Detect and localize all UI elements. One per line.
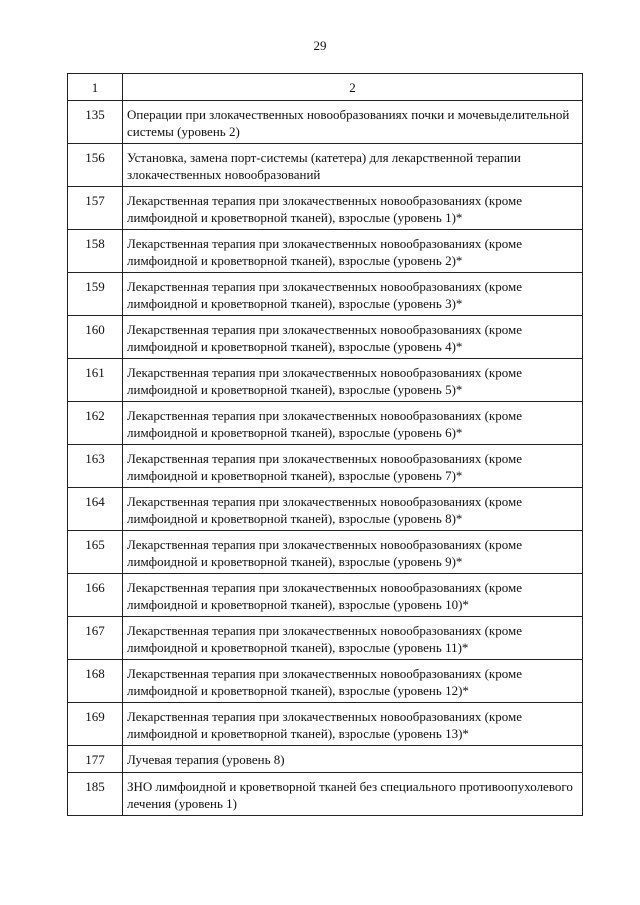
row-code: 135 xyxy=(68,101,123,144)
row-code: 166 xyxy=(68,574,123,617)
row-description: Лекарственная терапия при злокачественных новообразованиях (кроме лимфоидной и кроветворной тканей), взрослые (уровень 12)* xyxy=(123,660,583,703)
row-description: Лекарственная терапия при злокачественных новообразованиях (кроме лимфоидной и кроветворной тканей), взрослые (уровень 4)* xyxy=(123,316,583,359)
header-col-2: 2 xyxy=(123,74,583,101)
row-description: Лекарственная терапия при злокачественных новообразованиях (кроме лимфоидной и кроветворной тканей), взрослые (уровень 11)* xyxy=(123,617,583,660)
row-description: ЗНО лимфоидной и кроветворной тканей без специального противоопухолевого лечения (уровень 1) xyxy=(123,773,583,816)
row-code: 167 xyxy=(68,617,123,660)
row-description: Лекарственная терапия при злокачественных новообразованиях (кроме лимфоидной и кроветворной тканей), взрослые (уровень 8)* xyxy=(123,488,583,531)
row-code: 177 xyxy=(68,746,123,773)
table-row xyxy=(68,359,583,402)
row-code: 159 xyxy=(68,273,123,316)
row-code: 158 xyxy=(68,230,123,273)
row-description: Лекарственная терапия при злокачественных новообразованиях (кроме лимфоидной и кроветворной тканей), взрослые (уровень 10)* xyxy=(123,574,583,617)
table-row xyxy=(68,230,583,273)
table-row xyxy=(68,660,583,703)
table-row xyxy=(68,488,583,531)
row-description: Лекарственная терапия при злокачественных новообразованиях (кроме лимфоидной и кроветворной тканей), взрослые (уровень 5)* xyxy=(123,359,583,402)
table-row xyxy=(68,773,583,816)
row-description: Лекарственная терапия при злокачественных новообразованиях (кроме лимфоидной и кроветворной тканей), взрослые (уровень 13)* xyxy=(123,703,583,746)
row-code: 163 xyxy=(68,445,123,488)
row-code: 185 xyxy=(68,773,123,816)
row-description: Установка, замена порт-системы (катетера) для лекарственной терапии злокачественных новообразований xyxy=(123,144,583,187)
row-description: Операции при злокачественных новообразованиях почки и мочевыделительной системы (уровень 2) xyxy=(123,101,583,144)
row-code: 164 xyxy=(68,488,123,531)
table-row xyxy=(68,746,583,773)
row-description: Лекарственная терапия при злокачественных новообразованиях (кроме лимфоидной и кроветворной тканей), взрослые (уровень 3)* xyxy=(123,273,583,316)
tariff-table xyxy=(67,73,583,816)
table-row xyxy=(68,617,583,660)
row-code: 162 xyxy=(68,402,123,445)
row-code: 168 xyxy=(68,660,123,703)
table-row xyxy=(68,574,583,617)
row-description: Лекарственная терапия при злокачественных новообразованиях (кроме лимфоидной и кроветворной тканей), взрослые (уровень 2)* xyxy=(123,230,583,273)
header-col-1: 1 xyxy=(68,74,123,101)
table-row xyxy=(68,316,583,359)
row-code: 161 xyxy=(68,359,123,402)
row-code: 157 xyxy=(68,187,123,230)
row-code: 169 xyxy=(68,703,123,746)
row-description: Лекарственная терапия при злокачественных новообразованиях (кроме лимфоидной и кроветворной тканей), взрослые (уровень 6)* xyxy=(123,402,583,445)
row-description: Лекарственная терапия при злокачественных новообразованиях (кроме лимфоидной и кроветворной тканей), взрослые (уровень 7)* xyxy=(123,445,583,488)
row-code: 156 xyxy=(68,144,123,187)
table-body xyxy=(68,74,583,816)
table-row xyxy=(68,703,583,746)
table-row xyxy=(68,101,583,144)
row-code: 160 xyxy=(68,316,123,359)
row-description: Лекарственная терапия при злокачественных новообразованиях (кроме лимфоидной и кроветворной тканей), взрослые (уровень 1)* xyxy=(123,187,583,230)
row-description: Лекарственная терапия при злокачественных новообразованиях (кроме лимфоидной и кроветворной тканей), взрослые (уровень 9)* xyxy=(123,531,583,574)
table-row xyxy=(68,402,583,445)
page-number: 29 xyxy=(313,38,327,53)
row-code: 165 xyxy=(68,531,123,574)
table-header-row xyxy=(68,74,583,101)
table-row xyxy=(68,273,583,316)
table-row xyxy=(68,144,583,187)
table-row xyxy=(68,187,583,230)
row-description: Лучевая терапия (уровень 8) xyxy=(123,746,583,773)
table-row xyxy=(68,531,583,574)
table-row xyxy=(68,445,583,488)
